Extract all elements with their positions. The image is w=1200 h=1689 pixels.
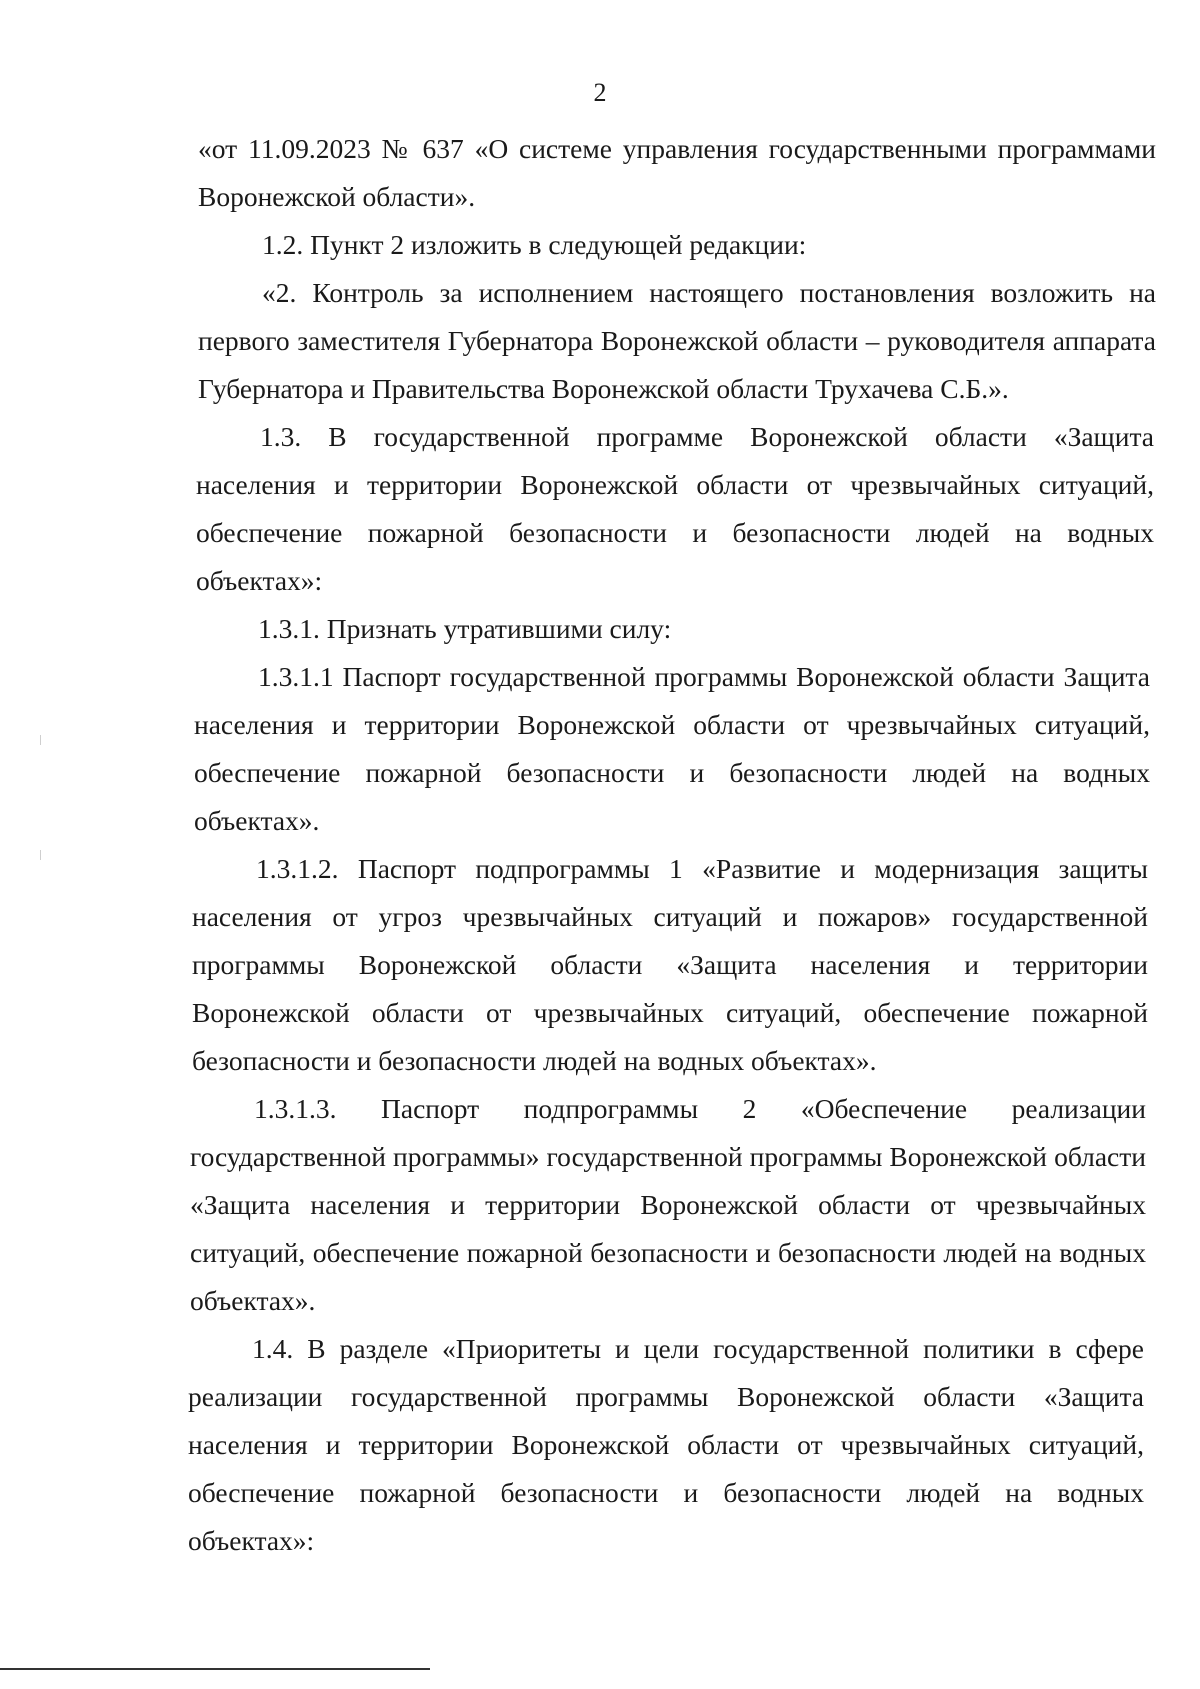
paragraph-1: «от 11.09.2023 № 637 «О системе управления государственными программами Воронежской области».: [198, 133, 1156, 212]
scan-bottom-edge: [0, 1668, 430, 1670]
scan-margin-mark: [40, 850, 41, 860]
paragraph-3: «2. Контроль за исполнением настоящего постановления возложить на первого заместителя Губернатора Воронежской области – руководителя аппарата Губернатора и Правительства Воронежской области Трухачева С.Б.».: [198, 277, 1156, 404]
paragraph-2: 1.2. Пункт 2 изложить в следующей редакции:: [262, 229, 807, 260]
paragraph-4: 1.3. В государственной программе Воронежской области «Защита населения и территории Воронежской области от чрезвычайных ситуаций, обеспечение пожарной безопасности и безопасности людей на водных объектах»:: [196, 421, 1154, 596]
paragraph-7: 1.3.1.2. Паспорт подпрограммы 1 «Развитие и модернизация защиты населения от угроз чрезвычайных ситуаций и пожаров» государственной программы Воронежской области «Защита населения и территории Воронежской области от чрезвычайных ситуаций, обеспечение пожарной безопасности и безопасности людей на водных объектах».: [192, 853, 1148, 1076]
scan-margin-mark: [40, 735, 41, 745]
page-number: 2: [593, 78, 607, 107]
paragraph-5: 1.3.1. Признать утратившими силу:: [258, 613, 672, 644]
paragraph-9: 1.4. В разделе «Приоритеты и цели государственной политики в сфере реализации государственной программы Воронежской области «Защита населения и территории Воронежской области от чрезвычайных ситуаций, обеспечение пожарной безопасности и безопасности людей на водных объектах»:: [188, 1333, 1144, 1556]
paragraph-8: 1.3.1.3. Паспорт подпрограммы 2 «Обеспечение реализации государственной программы» государственной программы Воронежской области «Защита населения и территории Воронежской области от чрезвычайных ситуаций, обеспечение пожарной безопасности и безопасности людей на водных объектах».: [190, 1093, 1146, 1316]
paragraph-6: 1.3.1.1 Паспорт государственной программы Воронежской области Защита населения и территории Воронежской области от чрезвычайных ситуаций, обеспечение пожарной безопасности и безопасности людей на водных объектах».: [194, 661, 1150, 836]
